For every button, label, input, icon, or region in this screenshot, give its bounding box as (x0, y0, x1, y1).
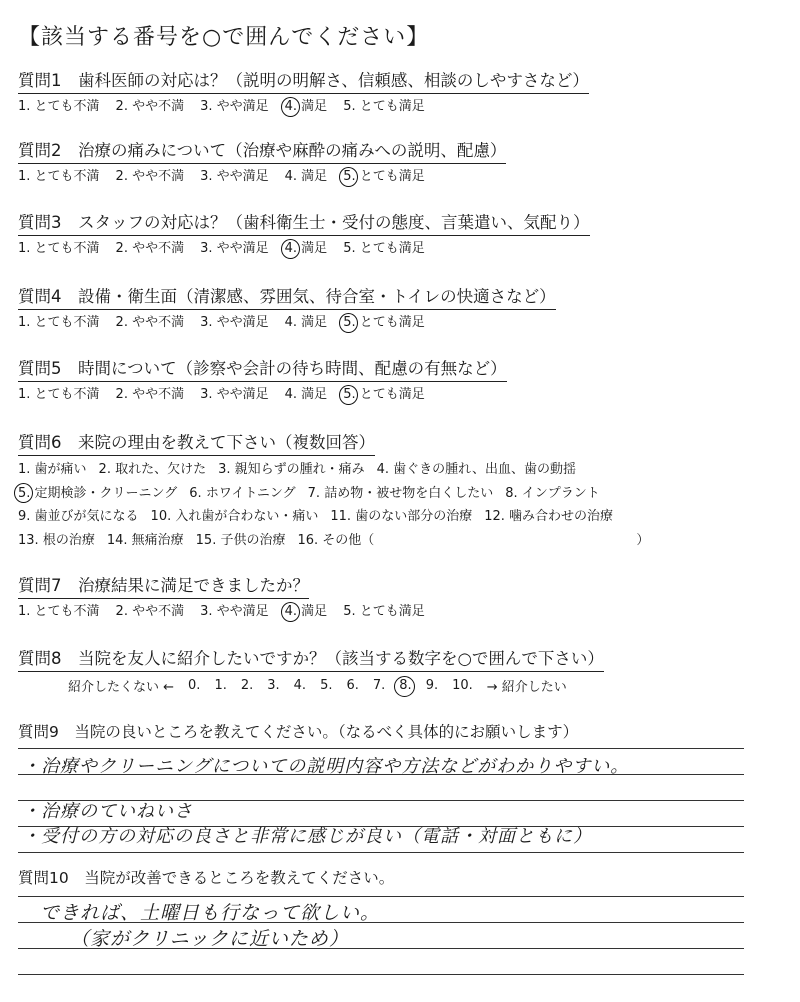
q5-option-3[interactable] (200, 384, 269, 406)
scale-option-3[interactable] (267, 678, 279, 693)
option-label: とても満足 (355, 99, 425, 114)
question-3-options (18, 238, 590, 260)
q7-option-3[interactable] (200, 601, 269, 623)
option-number: 3. (200, 99, 213, 114)
question-1 (18, 70, 589, 118)
scale-option-8[interactable] (399, 678, 411, 693)
question-2-options (18, 166, 506, 188)
option-label: 満足 (297, 99, 328, 114)
q1-option-4[interactable] (285, 96, 328, 118)
option-label: 根の治療 (38, 532, 95, 548)
scale-option-1[interactable] (214, 678, 226, 693)
q3-option-5[interactable] (343, 238, 425, 260)
option-label: 無痛治療 (127, 532, 184, 548)
question-7 (18, 575, 425, 623)
q2-option-4[interactable] (285, 166, 328, 188)
q7-option-5[interactable] (343, 601, 425, 623)
option-label: 満足 (297, 241, 328, 256)
question-2 (18, 140, 506, 188)
reason-option[interactable] (99, 458, 207, 482)
question-3-title: 質問3 スタッフの対応は？（歯科衛生士・受付の態度、言葉遣い、気配り） (18, 212, 590, 236)
reason-option: ） (636, 532, 650, 548)
reason-list (18, 458, 649, 552)
q7-option-4[interactable] (285, 601, 328, 623)
option-number: 4. (285, 96, 297, 118)
option-label: とても不満 (30, 315, 100, 330)
q3-option-2[interactable] (116, 238, 185, 260)
option-label: やや不満 (127, 604, 185, 619)
option-number: 7. (372, 678, 386, 693)
recommend-scale (68, 676, 567, 695)
option-number: 4. (293, 678, 307, 693)
answer-line (18, 896, 744, 897)
option-number: 1. (18, 315, 31, 330)
option-number: 9. (425, 678, 439, 693)
option-number: 4. (284, 315, 298, 330)
q2-option-5[interactable] (343, 166, 425, 188)
q9-answer-3: ・受付の方の対応の良さと非常に感じが良い（電話・対面ともに） (22, 826, 592, 847)
option-label: やや不満 (127, 169, 185, 184)
question-1-title: 質問1 歯科医師の対応は？（説明の明解さ、信頼感、相談のしやすさなど） (18, 70, 589, 94)
q1-option-5[interactable] (343, 96, 425, 118)
reason-option[interactable] (505, 482, 600, 506)
option-number: 10. (150, 509, 172, 524)
option-number: 1. (18, 169, 31, 184)
option-number: 13. (18, 532, 39, 548)
reason-option[interactable] (107, 529, 184, 553)
question-3 (18, 212, 590, 260)
option-label: やや不満 (127, 387, 185, 402)
option-number: 4. (285, 601, 297, 623)
answer-line (18, 852, 744, 853)
q3-option-3[interactable] (200, 238, 269, 260)
option-label: 歯ぐきの腫れ、出血、歯の動揺 (389, 462, 576, 477)
reason-option[interactable] (218, 458, 365, 482)
option-label: 詰め物・被せ物を白くしたい (320, 485, 494, 501)
reason-row (18, 458, 649, 482)
question-10-title: 質問10 当院が改善できるところを教えてください。 (18, 869, 395, 887)
option-label: 親知らずの腫れ・痛み (230, 462, 365, 477)
option-label: とても満足 (355, 315, 425, 330)
option-number: 2. (115, 387, 128, 402)
q1-option-1[interactable] (18, 96, 100, 118)
option-label: 歯のない部分の治療 (351, 509, 473, 524)
option-number: 4. (284, 387, 298, 402)
option-number: 5. (343, 384, 355, 406)
option-label: 入れ歯が合わない・痛い (171, 509, 319, 524)
option-number: 2. (115, 315, 128, 330)
q9-answer-2: ・治療のていねいさ (22, 801, 193, 822)
reason-option[interactable] (18, 529, 95, 553)
q5-option-4[interactable] (285, 384, 328, 406)
q7-option-2[interactable] (116, 601, 185, 623)
form-header: 【該当する番号を○で囲んでください】 (18, 25, 430, 50)
scale-option-6[interactable] (346, 678, 358, 693)
q2-option-2[interactable] (116, 166, 185, 188)
option-number: 11. (330, 509, 352, 524)
option-number: 3. (200, 169, 213, 184)
option-number: 12. (484, 509, 505, 524)
question-5 (18, 358, 507, 406)
option-number: 4. (284, 169, 298, 184)
option-number: 4. (285, 238, 297, 260)
option-label: インプラント (517, 485, 600, 501)
option-number: 5. (320, 678, 333, 693)
option-number: 10. (452, 678, 473, 693)
answer-line (18, 748, 744, 749)
option-number: 1. (18, 99, 31, 114)
scale-option-10[interactable] (452, 678, 473, 693)
option-number: 2. (98, 462, 111, 477)
q1-option-2[interactable] (116, 96, 185, 118)
option-number: 8. (399, 678, 412, 693)
option-label: やや不満 (127, 241, 185, 256)
q4-option-3[interactable] (200, 312, 269, 334)
reason-option[interactable] (196, 529, 286, 553)
scale-right-label: → 紹介したい (486, 680, 567, 695)
option-label: とても満足 (355, 169, 425, 184)
option-number: 1. (214, 678, 227, 693)
question-7-title: 質問7 治療結果に満足できましたか？ (18, 575, 309, 599)
question-9-title: 質問9 当院の良いところを教えてください。（なるべく具体的にお願いします） (18, 723, 579, 741)
question-8 (18, 648, 604, 672)
option-number: 15. (195, 532, 217, 548)
option-label: やや不満 (127, 315, 185, 330)
option-label: とても満足 (355, 604, 425, 619)
option-label: 満足 (297, 315, 328, 330)
scale-option-7[interactable] (373, 678, 385, 693)
reason-option[interactable] (330, 505, 472, 529)
option-number: 4. (376, 462, 390, 477)
scale-option-5[interactable] (320, 678, 332, 693)
question-6 (18, 432, 649, 552)
q4-option-5[interactable] (343, 312, 425, 334)
option-label: 満足 (297, 387, 328, 402)
option-label: とても満足 (355, 387, 425, 402)
question-4-title: 質問4 設備・衛生面（清潔感、雰囲気、待合室・トイレの快適さなど） (18, 286, 556, 310)
option-label: とても満足 (355, 241, 425, 256)
option-number: 16. (297, 532, 319, 548)
option-label: とても不満 (30, 169, 100, 184)
option-number: 2. (240, 678, 254, 693)
option-label: やや満足 (212, 604, 269, 619)
question-4-options (18, 312, 556, 334)
reason-row (18, 529, 649, 553)
option-label: とても不満 (30, 604, 100, 619)
option-number: 2. (115, 99, 128, 114)
q1-option-3[interactable] (200, 96, 269, 118)
option-number: 3. (200, 387, 213, 402)
option-number: 6. (189, 485, 202, 501)
q3-option-1[interactable] (18, 238, 100, 260)
reason-option[interactable] (151, 505, 319, 529)
option-number: 3. (200, 241, 213, 256)
option-label: やや満足 (212, 315, 269, 330)
option-number: 3. (200, 604, 213, 619)
option-number: 6. (346, 678, 359, 693)
option-number: 1. (18, 387, 31, 402)
q4-option-4[interactable] (285, 312, 328, 334)
option-number: 1. (18, 462, 31, 477)
reason-option[interactable] (18, 482, 177, 506)
option-number: 3. (200, 315, 213, 330)
reason-option[interactable] (189, 482, 295, 506)
option-number: 1. (18, 241, 31, 256)
option-label: やや満足 (212, 99, 269, 114)
option-number: 2. (115, 241, 128, 256)
option-label: とても不満 (30, 241, 100, 256)
reason-option[interactable] (18, 505, 139, 529)
option-label: 満足 (297, 169, 328, 184)
option-number: 0. (188, 678, 201, 693)
question-5-title: 質問5 時間について（診察や会計の待ち時間、配慮の有無など） (18, 358, 507, 382)
reason-option[interactable] (297, 529, 374, 553)
question-7-options (18, 601, 425, 623)
option-number: 3. (267, 678, 280, 693)
option-label: 定期検診・クリーニング (30, 485, 178, 501)
option-label: やや満足 (212, 169, 269, 184)
option-label: とても不満 (30, 99, 100, 114)
scale-option-2[interactable] (241, 678, 253, 693)
option-number: 5. (343, 312, 355, 334)
q2-option-3[interactable] (200, 166, 269, 188)
option-label: 歯並びが気になる (30, 509, 139, 524)
q7-option-1[interactable] (18, 601, 100, 623)
scale-option-4[interactable] (294, 678, 306, 693)
q4-option-2[interactable] (116, 312, 185, 334)
option-number: 14. (106, 532, 128, 548)
option-label: やや満足 (212, 241, 269, 256)
scale-left-label: 紹介したくない ← (68, 680, 175, 695)
reason-option[interactable] (18, 458, 87, 482)
option-number: 2. (115, 604, 128, 619)
option-label: 満足 (297, 604, 328, 619)
question-1-options (18, 96, 589, 118)
reason-row (18, 505, 649, 529)
question-2-title: 質問2 治療の痛みについて（治療や麻酔の痛みへの説明、配慮） (18, 140, 506, 164)
option-number: 5. (343, 99, 356, 114)
reason-option[interactable] (377, 458, 576, 482)
option-number: 2. (115, 169, 128, 184)
option-label: やや不満 (127, 99, 185, 114)
option-number: 7. (307, 485, 321, 501)
answer-line (18, 974, 744, 975)
q10-answer-2: （家がクリニックに近いため） (70, 928, 349, 950)
option-number: 5. (343, 241, 356, 256)
option-label: その他（ (318, 532, 375, 548)
option-number: 8. (505, 485, 518, 501)
q9-answer-1: ・治療やクリーニングについての説明内容や方法などがわかりやすい。 (22, 756, 630, 777)
question-6-title: 質問6 来院の理由を教えて下さい（複数回答） (18, 432, 375, 456)
option-label: やや満足 (212, 387, 269, 402)
q5-option-2[interactable] (116, 384, 185, 406)
reason-option[interactable] (484, 505, 613, 529)
q3-option-4[interactable] (285, 238, 328, 260)
option-number: 1. (18, 604, 31, 619)
question-8-title: 質問8 当院を友人に紹介したいですか？（該当する数字を○で囲んで下さい） (18, 648, 604, 672)
q2-option-1[interactable] (18, 166, 100, 188)
reason-option[interactable] (308, 482, 494, 506)
option-label: 噛み合わせの治療 (504, 509, 614, 524)
option-number: 5. (18, 482, 30, 506)
q10-answer-1: できれば、土曜日も行なって欲しい。 (40, 902, 381, 924)
option-label: 取れた、欠けた (110, 462, 207, 477)
option-label: 子供の治療 (216, 532, 286, 548)
option-number: 5. (343, 604, 356, 619)
option-label: 歯が痛い (30, 462, 87, 477)
q5-option-5[interactable] (343, 384, 425, 406)
option-label: とても不満 (30, 387, 100, 402)
reason-row (18, 482, 649, 506)
q5-option-1[interactable] (18, 384, 100, 406)
option-number: 9. (18, 509, 31, 524)
option-label: ホワイトニング (201, 485, 296, 501)
option-number: 5. (343, 166, 355, 188)
option-number: 3. (218, 462, 231, 477)
scale-option-9[interactable] (426, 678, 438, 693)
scale-option-0[interactable] (188, 678, 200, 693)
question-5-options (18, 384, 507, 406)
q4-option-1[interactable] (18, 312, 100, 334)
question-4 (18, 286, 556, 334)
